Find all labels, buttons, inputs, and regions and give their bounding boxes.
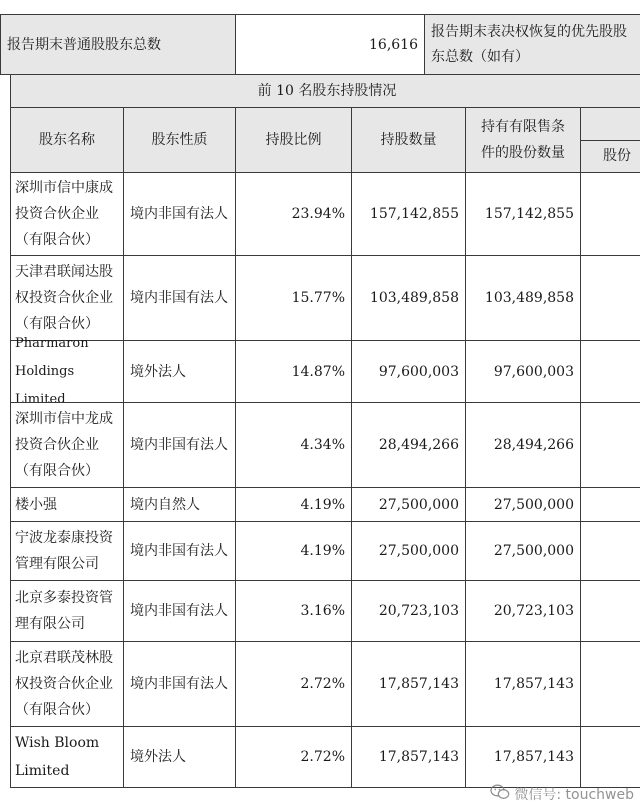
holder-ratio: 4.34% (300, 437, 345, 453)
holder-nature: 境外法人 (130, 749, 186, 765)
pref-holders-label: 报告期末表决权恢复的优先股股东总数（如有） (431, 24, 627, 65)
wechat-icon (490, 784, 514, 804)
holder-restricted: 27,500,000 (493, 496, 574, 513)
holder-ratio: 3.16% (300, 603, 345, 619)
holder-qty: 20,723,103 (378, 603, 459, 619)
holder-restricted: 28,494,266 (493, 437, 574, 453)
holder-restricted: 157,142,855 (484, 206, 574, 222)
section-title: 前 10 名股东持股情况 (257, 83, 397, 99)
holder-nature: 境内非国有法人 (130, 290, 228, 306)
total-holders-label-cell (0, 14, 236, 75)
header-ratio: 持股比例 (235, 107, 352, 173)
holder-qty: 97,600,003 (378, 363, 459, 380)
holder-restricted: 103,489,858 (484, 290, 574, 306)
header-qty: 持股数量 (351, 107, 466, 173)
holder-ratio: 2.72% (300, 749, 345, 765)
total-holders-value: 16,616 (369, 36, 418, 53)
holder-nature: 境内非国有法人 (130, 206, 228, 222)
holder-ratio: 2.72% (300, 676, 345, 692)
holder-nature: 境外法人 (130, 363, 186, 380)
holder-qty: 103,489,858 (369, 290, 459, 306)
holder-qty: 17,857,143 (378, 749, 459, 765)
holder-restricted: 27,500,000 (493, 543, 574, 559)
holder-name: Wish Bloom Limited (15, 735, 100, 779)
holder-nature: 境内非国有法人 (130, 437, 228, 453)
wechat-watermark (490, 784, 634, 804)
watermark-text: 微信号: touchweb (514, 787, 634, 803)
holder-qty: 28,494,266 (378, 437, 459, 453)
section-title-cell (10, 74, 640, 108)
holder-ratio: 15.77% (291, 290, 345, 306)
holder-name: 楼小强 (15, 496, 57, 513)
holder-name: 天津君联闻达股权投资合伙企业（有限合伙） (15, 264, 113, 332)
holder-nature: 境内非国有法人 (130, 543, 228, 559)
holder-restricted: 20,723,103 (493, 603, 574, 619)
holder-name: 深圳市信中龙成投资合伙企业（有限合伙） (15, 411, 113, 479)
holder-ratio: 23.94% (291, 206, 345, 222)
header-restricted: 持有有限售条件的股份数量 (465, 107, 581, 173)
header-name: 股东名称 (10, 107, 124, 173)
holder-name: 北京多泰投资管理有限公司 (15, 590, 113, 632)
holder-qty: 27,500,000 (378, 543, 459, 559)
holder-ratio: 4.19% (300, 543, 345, 559)
holder-qty: 17,857,143 (378, 676, 459, 692)
holder-restricted: 97,600,003 (493, 363, 574, 380)
holder-name: Pharmaron Holdings Limited (15, 335, 89, 407)
holder-nature: 境内非国有法人 (130, 603, 228, 619)
holder-restricted: 17,857,143 (493, 676, 574, 692)
header-pledge: 股份 (580, 140, 640, 173)
holder-ratio: 4.19% (300, 496, 345, 513)
total-holders-value-cell (235, 14, 425, 75)
total-holders-label: 报告期末普通股股东总数 (7, 36, 161, 53)
holder-qty: 27,500,000 (378, 496, 459, 513)
holder-nature: 境内自然人 (130, 496, 200, 513)
holder-qty: 157,142,855 (369, 206, 459, 222)
header-nature: 股东性质 (123, 107, 236, 173)
holder-name: 宁波龙泰康投资管理有限公司 (15, 530, 113, 572)
holder-nature: 境内非国有法人 (130, 676, 228, 692)
holder-ratio: 14.87% (291, 363, 345, 380)
pref-holders-label-cell (424, 14, 640, 75)
holder-name: 深圳市信中康成投资合伙企业（有限合伙） (15, 180, 113, 248)
header-pledge-top (580, 107, 640, 141)
holder-restricted: 17,857,143 (493, 749, 574, 765)
holder-name: 北京君联茂林股权投资合伙企业（有限合伙） (15, 650, 113, 718)
